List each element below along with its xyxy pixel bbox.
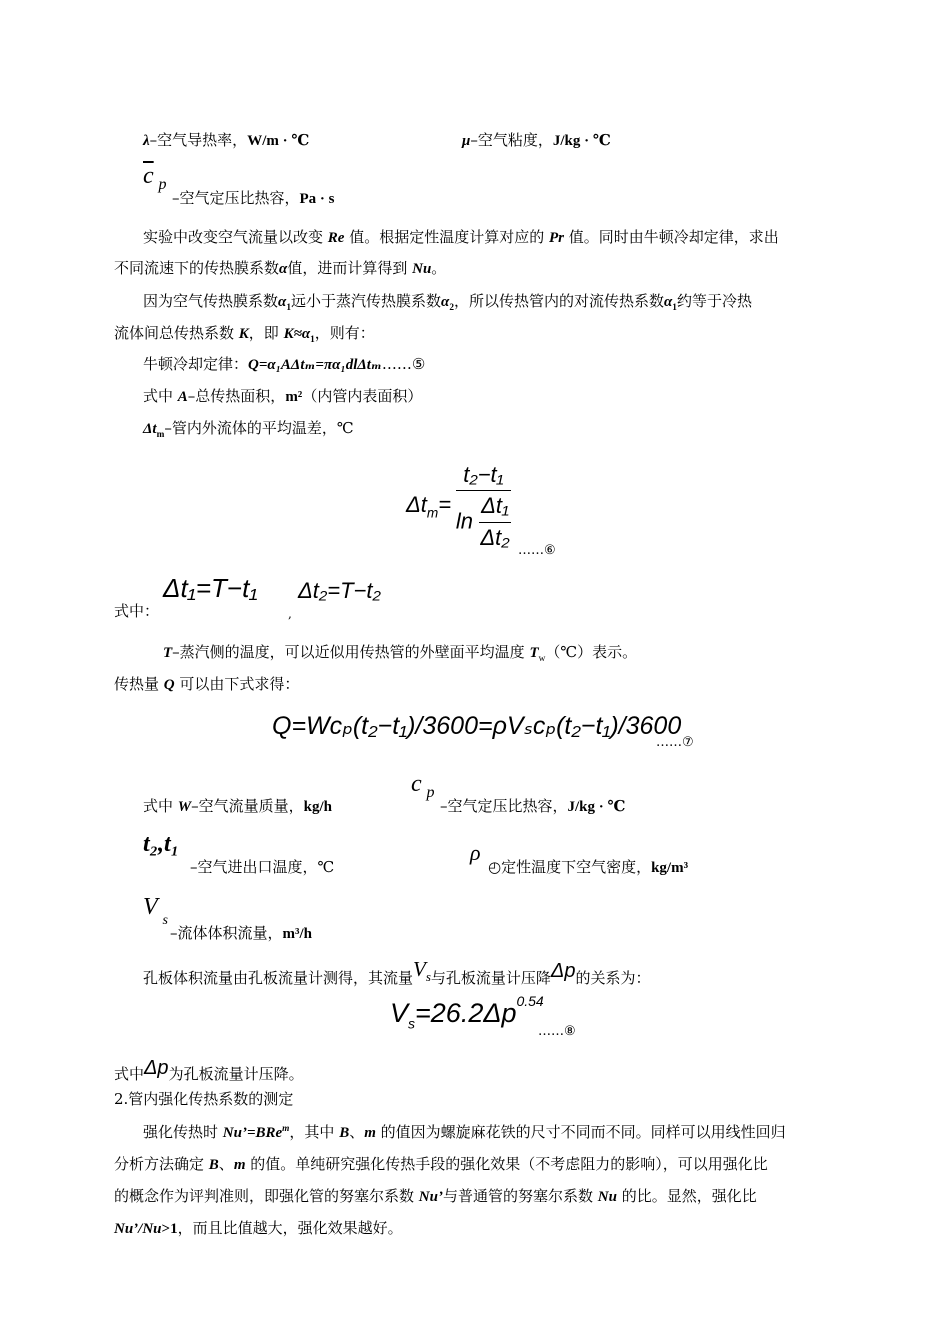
eq8-number: ……⑧ — [538, 1024, 576, 1039]
text: J/kg · ℃ — [567, 799, 626, 815]
eq6-number: ……⑥ — [518, 543, 556, 558]
pr-symbol: Pr — [549, 230, 564, 246]
nu-symbol: Nu — [412, 261, 432, 277]
text: 式中 — [114, 1065, 145, 1083]
w-definition — [143, 799, 332, 815]
text: 、 — [218, 1155, 234, 1173]
math-text: t₂,t₁ — [143, 831, 180, 857]
text: 实验中改变空气流量以改变 — [143, 228, 328, 246]
alpha2-symbol: α — [441, 294, 450, 310]
separator: , — [288, 607, 292, 621]
delta1-formula: Δt₁=T−t₁ — [163, 573, 258, 603]
section2-line3 — [114, 1189, 757, 1205]
math-text: V — [413, 957, 426, 981]
text: 值。根据定性温度计算对应的 — [344, 228, 549, 246]
text: –空气定压比热容， — [440, 797, 568, 815]
area-definition — [143, 389, 422, 405]
orifice-text — [143, 957, 651, 987]
text: 孔板体积流量由孔板流量计测得，其流量 — [143, 969, 414, 987]
math-text: Δp — [550, 960, 576, 982]
t-symbol — [143, 832, 179, 856]
equation-8 — [390, 993, 544, 1032]
text: m² — [285, 389, 303, 405]
text: 远小于蒸汽传热膜系数 — [290, 292, 441, 310]
eq6-fraction — [456, 462, 511, 551]
lambda-unit: W/m · ℃ — [247, 133, 310, 149]
section2-line4 — [114, 1221, 403, 1237]
math-text: =26.2Δp — [415, 998, 517, 1028]
text: （内管内表面积） — [302, 387, 423, 405]
text: 约等于冷热 — [676, 292, 752, 310]
text: 为孔板流量计压降。 — [168, 1065, 304, 1083]
newton-law — [143, 357, 425, 373]
mu-symbol: μ — [462, 133, 471, 149]
alpha1-symbol: α — [663, 294, 673, 310]
math-text: Q — [163, 677, 175, 693]
rho-definition — [488, 860, 688, 876]
text: 分析方法确定 — [114, 1155, 209, 1173]
math-text: V — [390, 998, 409, 1028]
dtm-definition — [143, 421, 354, 440]
math-text: T — [163, 645, 173, 661]
math-text: Nu’ — [418, 1189, 443, 1205]
k-symbol: K — [238, 326, 249, 342]
newton-formula: Q=α₁AΔtₘ=πα₁dlΔtₘ — [248, 357, 382, 373]
inner-fraction — [479, 493, 511, 551]
text: 。 — [431, 259, 447, 277]
math-text: m — [233, 1157, 246, 1173]
text: 与孔板流量计压降 — [430, 969, 551, 987]
vs-definition — [170, 926, 312, 942]
para1-line1 — [143, 230, 779, 246]
dtm-symbol: Δt — [143, 421, 157, 437]
re-symbol: Re — [327, 230, 345, 246]
subscript: 1 — [310, 335, 315, 345]
mu-desc: –空气粘度， — [470, 131, 553, 149]
lambda-symbol: λ — [143, 133, 150, 149]
math-text: >1 — [161, 1221, 178, 1237]
cp-symbol-bottom — [411, 771, 435, 801]
text: –空气流量质量， — [191, 797, 304, 815]
math-text: B — [339, 1125, 350, 1141]
eq7-number: ……⑦ — [656, 735, 694, 750]
denominator: Δt₂ — [480, 524, 510, 550]
section2-line2 — [114, 1157, 768, 1173]
math-text: T — [529, 645, 539, 661]
text: ◴定性温度下空气密度， — [488, 858, 652, 876]
subscript: s — [408, 1015, 416, 1032]
equation-6 — [406, 462, 511, 551]
text: –蒸汽侧的温度，可以近似用传热管的外壁面平均温度 — [172, 643, 530, 661]
cp-symbol: $\overline{c}$ — [143, 163, 154, 189]
text: 的值因为螺旋麻花铁的尺寸不同而不同。同样可以用线性回归 — [375, 1123, 786, 1141]
math-text: $\Delta t_m=$ — [406, 491, 452, 521]
k-approx: K≈α — [283, 326, 311, 342]
rho-symbol: ρ — [470, 840, 481, 865]
lambda-definition — [143, 133, 309, 149]
text: 式中 — [143, 387, 178, 405]
delta2-formula: Δt₂=T−t₂ — [298, 578, 381, 603]
text: 因为空气传热膜系数 — [143, 292, 279, 310]
subscript: 2 — [449, 303, 454, 313]
alpha-symbol: α — [279, 261, 288, 277]
subscript: s — [162, 913, 168, 928]
equation-7: Q=Wcₚ(t₂−t₁)/3600=ρVₛcₚ(t₂−t₁)/3600 — [272, 712, 682, 740]
text: ，则有： — [314, 324, 375, 342]
math-text: Nu’=BRe — [222, 1125, 283, 1141]
text: 式中 — [143, 797, 178, 815]
text: 值，进而计算得到 — [287, 259, 413, 277]
mu-definition — [462, 133, 611, 149]
text: 牛顿冷却定律： — [143, 355, 249, 373]
text: ，其中 — [289, 1123, 340, 1141]
mu-unit: J/kg · ℃ — [552, 133, 611, 149]
numerator: t₂−t₁ — [456, 462, 511, 491]
math-text: V — [143, 894, 158, 920]
para2-line2 — [114, 326, 375, 345]
cp-definition-top — [172, 191, 335, 207]
text: 不同流速下的传热膜系数 — [114, 259, 280, 277]
dp-definition — [114, 1057, 304, 1083]
text: kg/m³ — [651, 860, 689, 876]
cp-symbol-top — [143, 163, 167, 193]
q-intro — [114, 677, 299, 693]
text: kg/h — [303, 799, 332, 815]
t-definition — [163, 645, 637, 664]
text: 强化传热时 — [143, 1123, 223, 1141]
superscript: 0.54 — [516, 993, 544, 1009]
vs-symbol — [143, 894, 168, 928]
math-text: B — [208, 1157, 219, 1173]
cp-unit: Pa · s — [299, 191, 335, 207]
text: 传热量 — [114, 675, 164, 693]
math-text: Δt — [406, 491, 427, 517]
text: 的关系为： — [575, 969, 651, 987]
alpha1-symbol: α — [278, 294, 287, 310]
cp-desc: –空气定压比热容， — [172, 189, 300, 207]
math-text: W — [177, 799, 192, 815]
deltas-prefix: 式中： — [114, 602, 160, 620]
cp-definition-bottom — [440, 799, 626, 815]
para1-line2 — [114, 261, 446, 277]
math-text: Δp — [144, 1057, 169, 1079]
math-text: Nu’/Nu — [114, 1221, 162, 1237]
text: –总传热面积， — [187, 387, 286, 405]
cp-subscript: p — [158, 176, 167, 193]
text: –流体体积流量， — [170, 924, 283, 942]
math-text: ln — [455, 509, 473, 535]
eq-number: ……⑤ — [381, 355, 426, 373]
lambda-desc: –空气导热率， — [149, 131, 248, 149]
text: 的概念作为评判准则，即强化管的努塞尔系数 — [114, 1187, 419, 1205]
subscript: p — [426, 784, 435, 801]
t-definition-bottom: –空气进出口温度，℃ — [190, 858, 335, 876]
subscript: 1 — [672, 303, 677, 313]
para2-line1 — [143, 294, 752, 313]
math-text: m — [364, 1125, 376, 1141]
text: 可以由下式求得： — [174, 675, 300, 693]
text: 值。同时由牛顿冷却定律，求出 — [564, 228, 779, 246]
math-text: c — [411, 771, 422, 797]
text: 的比。显然，强化比 — [616, 1187, 757, 1205]
text: 流体间总传热系数 — [114, 324, 239, 342]
text: ，而且比值越大，强化效果越好。 — [177, 1219, 403, 1237]
subscript: w — [538, 654, 546, 664]
subscript: m — [426, 505, 439, 521]
section2-line1 — [143, 1125, 786, 1141]
subscript: s — [425, 969, 431, 984]
text: 与普通管的努塞尔系数 — [442, 1187, 598, 1205]
text: m³/h — [282, 926, 313, 942]
text: 、 — [349, 1123, 365, 1141]
text: ，所以传热管内的对流传热系数 — [453, 292, 664, 310]
subscript: m — [156, 430, 165, 440]
text: ，即 — [248, 324, 284, 342]
section2-heading: 2.管内强化传热系数的测定 — [114, 1090, 294, 1108]
superscript: m — [282, 1124, 290, 1134]
text: 的值。单纯研究强化传热手段的强化效果（不考虑阻力的影响），可以用强化比 — [245, 1155, 768, 1173]
numerator: Δt₁ — [479, 493, 511, 522]
a-symbol: A — [177, 389, 188, 405]
math-text: Nu — [597, 1189, 617, 1205]
subscript: 1 — [286, 303, 291, 313]
text: （℃）表示。 — [545, 643, 638, 661]
denominator — [456, 491, 511, 551]
text: –管内外流体的平均温差，℃ — [164, 419, 354, 437]
